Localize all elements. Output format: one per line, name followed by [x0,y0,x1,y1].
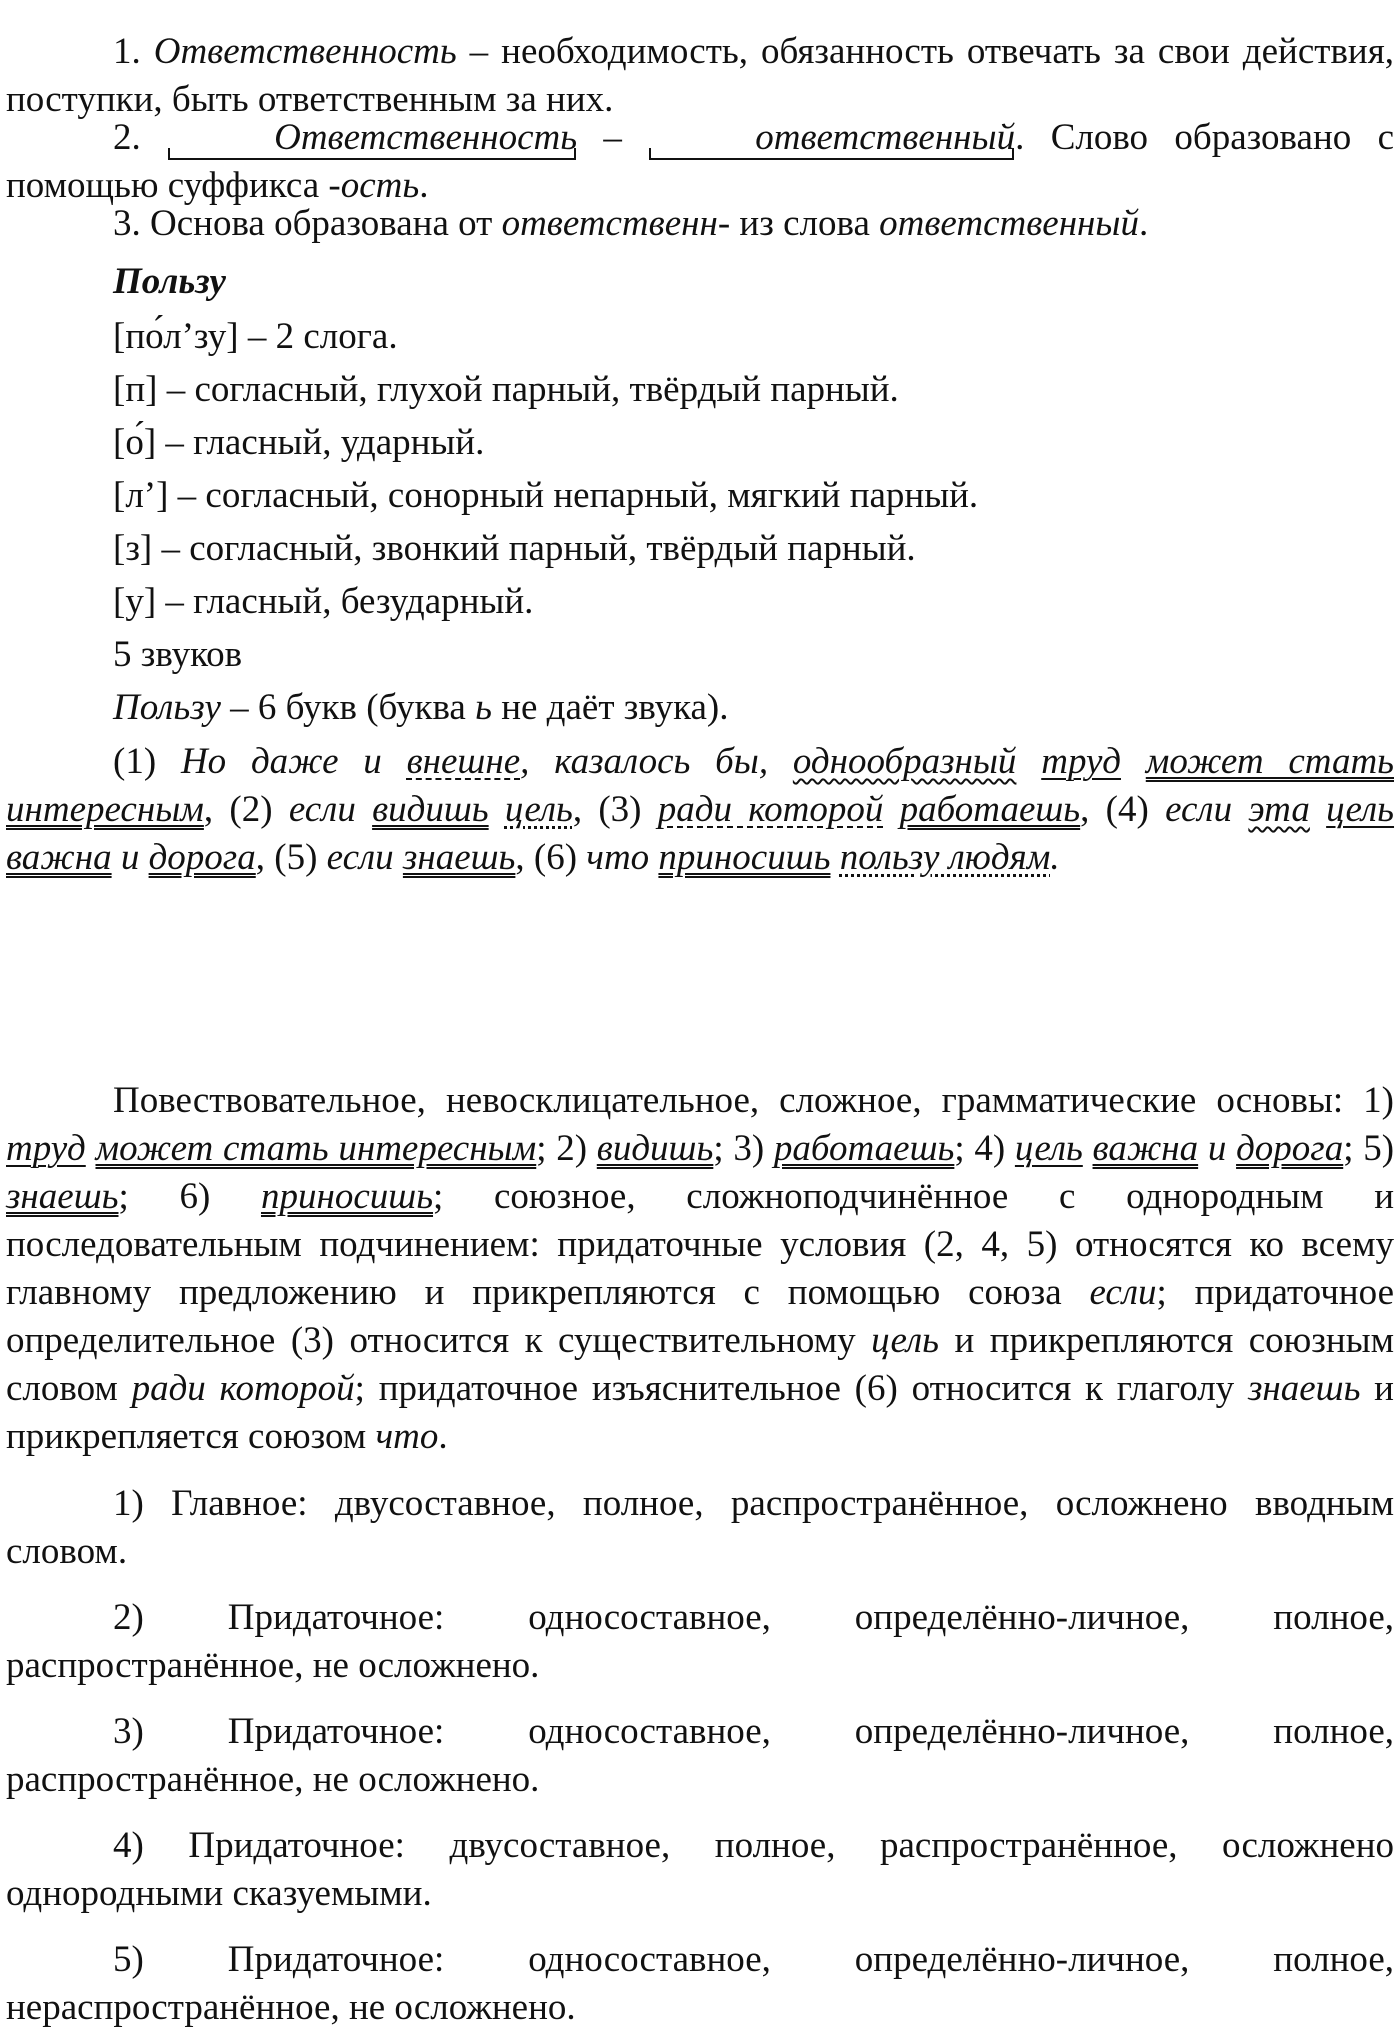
object: пользу людям [839,837,1051,878]
text: ; 5) [1343,1128,1395,1169]
adverbial: ради которой [657,789,884,830]
item-3-stem [6,200,1394,248]
predicate: видишь [372,789,489,830]
text: что [375,1416,439,1457]
predicate: может стать интересным [95,1128,537,1169]
text [830,837,839,878]
transcription: [по́л’зу] – 2 слога. [113,316,398,357]
sound-line: [л’] – согласный, сонорный непарный, мягкий парный. [113,475,979,516]
predicate: важна [1092,1128,1199,1169]
text: если [1089,1272,1157,1313]
formation-text: . Слово образовано с помощью суффикса - [6,117,1395,206]
attribute: эта [1248,789,1310,830]
text: . [1050,837,1060,878]
text [883,789,899,830]
text: ; придаточное определительное (3) относится к существительному [6,1272,1394,1361]
text: , (2) [203,789,289,830]
text: Но даже и [180,741,407,782]
text: если [326,837,403,878]
period: . [1138,203,1149,244]
text: ; союзное, сложноподчинённое с однородным и последовательным подчинением: придаточные условия (2, 4, 5) относятся ко всему главному предложению и прикрепляются с помощью союза [6,1176,1395,1313]
text: ; придаточное изъяснительное (6) относится к глаголу [354,1368,1248,1409]
predicate: работаешь [899,789,1081,830]
text [1121,741,1146,782]
letter-count-text: – 6 букв (буква [220,687,476,728]
text: ; 2) [536,1128,597,1169]
predicate: может стать интересным [6,741,1394,830]
source-word: ответственный [879,203,1139,244]
predicate: приносишь [658,837,831,878]
predicate: работаешь [773,1128,955,1169]
text: . [438,1416,448,1457]
predicate: важна [6,837,112,878]
stem: ответственн- [501,203,731,244]
letter-count-end: не даёт звука). [491,687,729,728]
period: . [419,165,429,206]
text [489,789,505,830]
text: ; 6) [118,1176,261,1217]
analyzed-sentence [6,738,1394,882]
subject: цель [1014,1128,1083,1169]
sound-line: [п] – согласный, глухой парный, твёрдый парный. [113,369,899,410]
attribute: однообразный [792,741,1017,782]
subject: труд [6,1128,86,1169]
text: если [1165,789,1249,830]
text: и прикрепляются союзным словом [6,1320,1394,1409]
text: (1) [113,741,181,782]
stem-lead-text: 3. Основа образована от [113,203,502,244]
text [1310,789,1326,830]
text: и [1198,1128,1237,1169]
clause-characteristic: 4) Придаточное: двусоставное, полное, распространённое, осложнено однородными сказуемыми. [6,1825,1394,1914]
text: знаешь [1247,1368,1361,1409]
item-number: 1. [113,31,141,72]
stem-mid-text: из слова [730,203,880,244]
predicate: видишь [596,1128,714,1169]
predicate: приносишь [260,1176,434,1217]
text: , (6) [515,837,587,878]
clause-characteristic: 2) Придаточное: односоставное, определённо-личное, полное, распространённое, не осложнено. [6,1597,1394,1686]
text: и прикрепляется союзом [6,1368,1394,1457]
subject: цель [1326,789,1395,830]
predicate: дорога [148,837,256,878]
analyzed-word: Пользу [113,687,221,728]
clause-characteristic: 1) Главное: двусоставное, полное, распространённое, осложнено вводным словом. [6,1483,1394,1572]
item-2-word-formation [6,114,1394,210]
text [1083,1128,1093,1169]
text: цель [871,1320,940,1361]
item-number: 2. [113,117,141,158]
clause-characteristic: 3) Придаточное: односоставное, определённо-личное, полное, распространённое, не осложнено. [6,1711,1394,1800]
text: что [586,837,659,878]
text: , (4) [1080,789,1166,830]
text: если [288,789,373,830]
object: цель [504,789,573,830]
dash: – [577,117,649,158]
text: ; 3) [713,1128,774,1169]
text: , (3) [572,789,658,830]
item-1-definition [6,28,1394,124]
base-word: ответственный [648,114,1015,162]
predicate: знаешь [6,1176,119,1217]
text: ; 4) [954,1128,1015,1169]
predicate: дорога [1236,1128,1344,1169]
definition-text: – необходимость, обязанность отвечать за свои действия, поступки, быть ответственным за них. [6,31,1394,120]
predicate: знаешь [402,837,516,878]
text: и [111,837,149,878]
sound-count: 5 звуков [113,634,243,675]
sound-line: [у] – гласный, безударный. [113,581,534,622]
sound-line: [з] – согласный, звонкий парный, твёрдый парный. [113,528,916,569]
defined-word: Ответственность [153,31,457,72]
subject: труд [1041,741,1121,782]
text: ради которой [131,1368,355,1409]
text: Повествовательное, невосклицательное, сложное, грамматические основы: 1) [113,1080,1394,1121]
text: , казалось бы, [520,741,793,782]
adverbial: внешне [406,741,521,782]
suffix-mark: ость [340,165,420,206]
clause-characteristic: 5) Придаточное: односоставное, определённо-личное, полное, нераспространённое, не осложнено. [6,1939,1394,2028]
soft-sign: ь [475,687,492,728]
letter-count [113,684,729,732]
text [1016,741,1041,782]
text: , (5) [255,837,327,878]
derived-word: Ответственность [167,114,577,162]
sound-line: [о́] – гласный, ударный. [113,422,485,463]
sentence-analysis [6,1077,1394,1461]
phonetic-heading: Пользу [113,261,226,302]
